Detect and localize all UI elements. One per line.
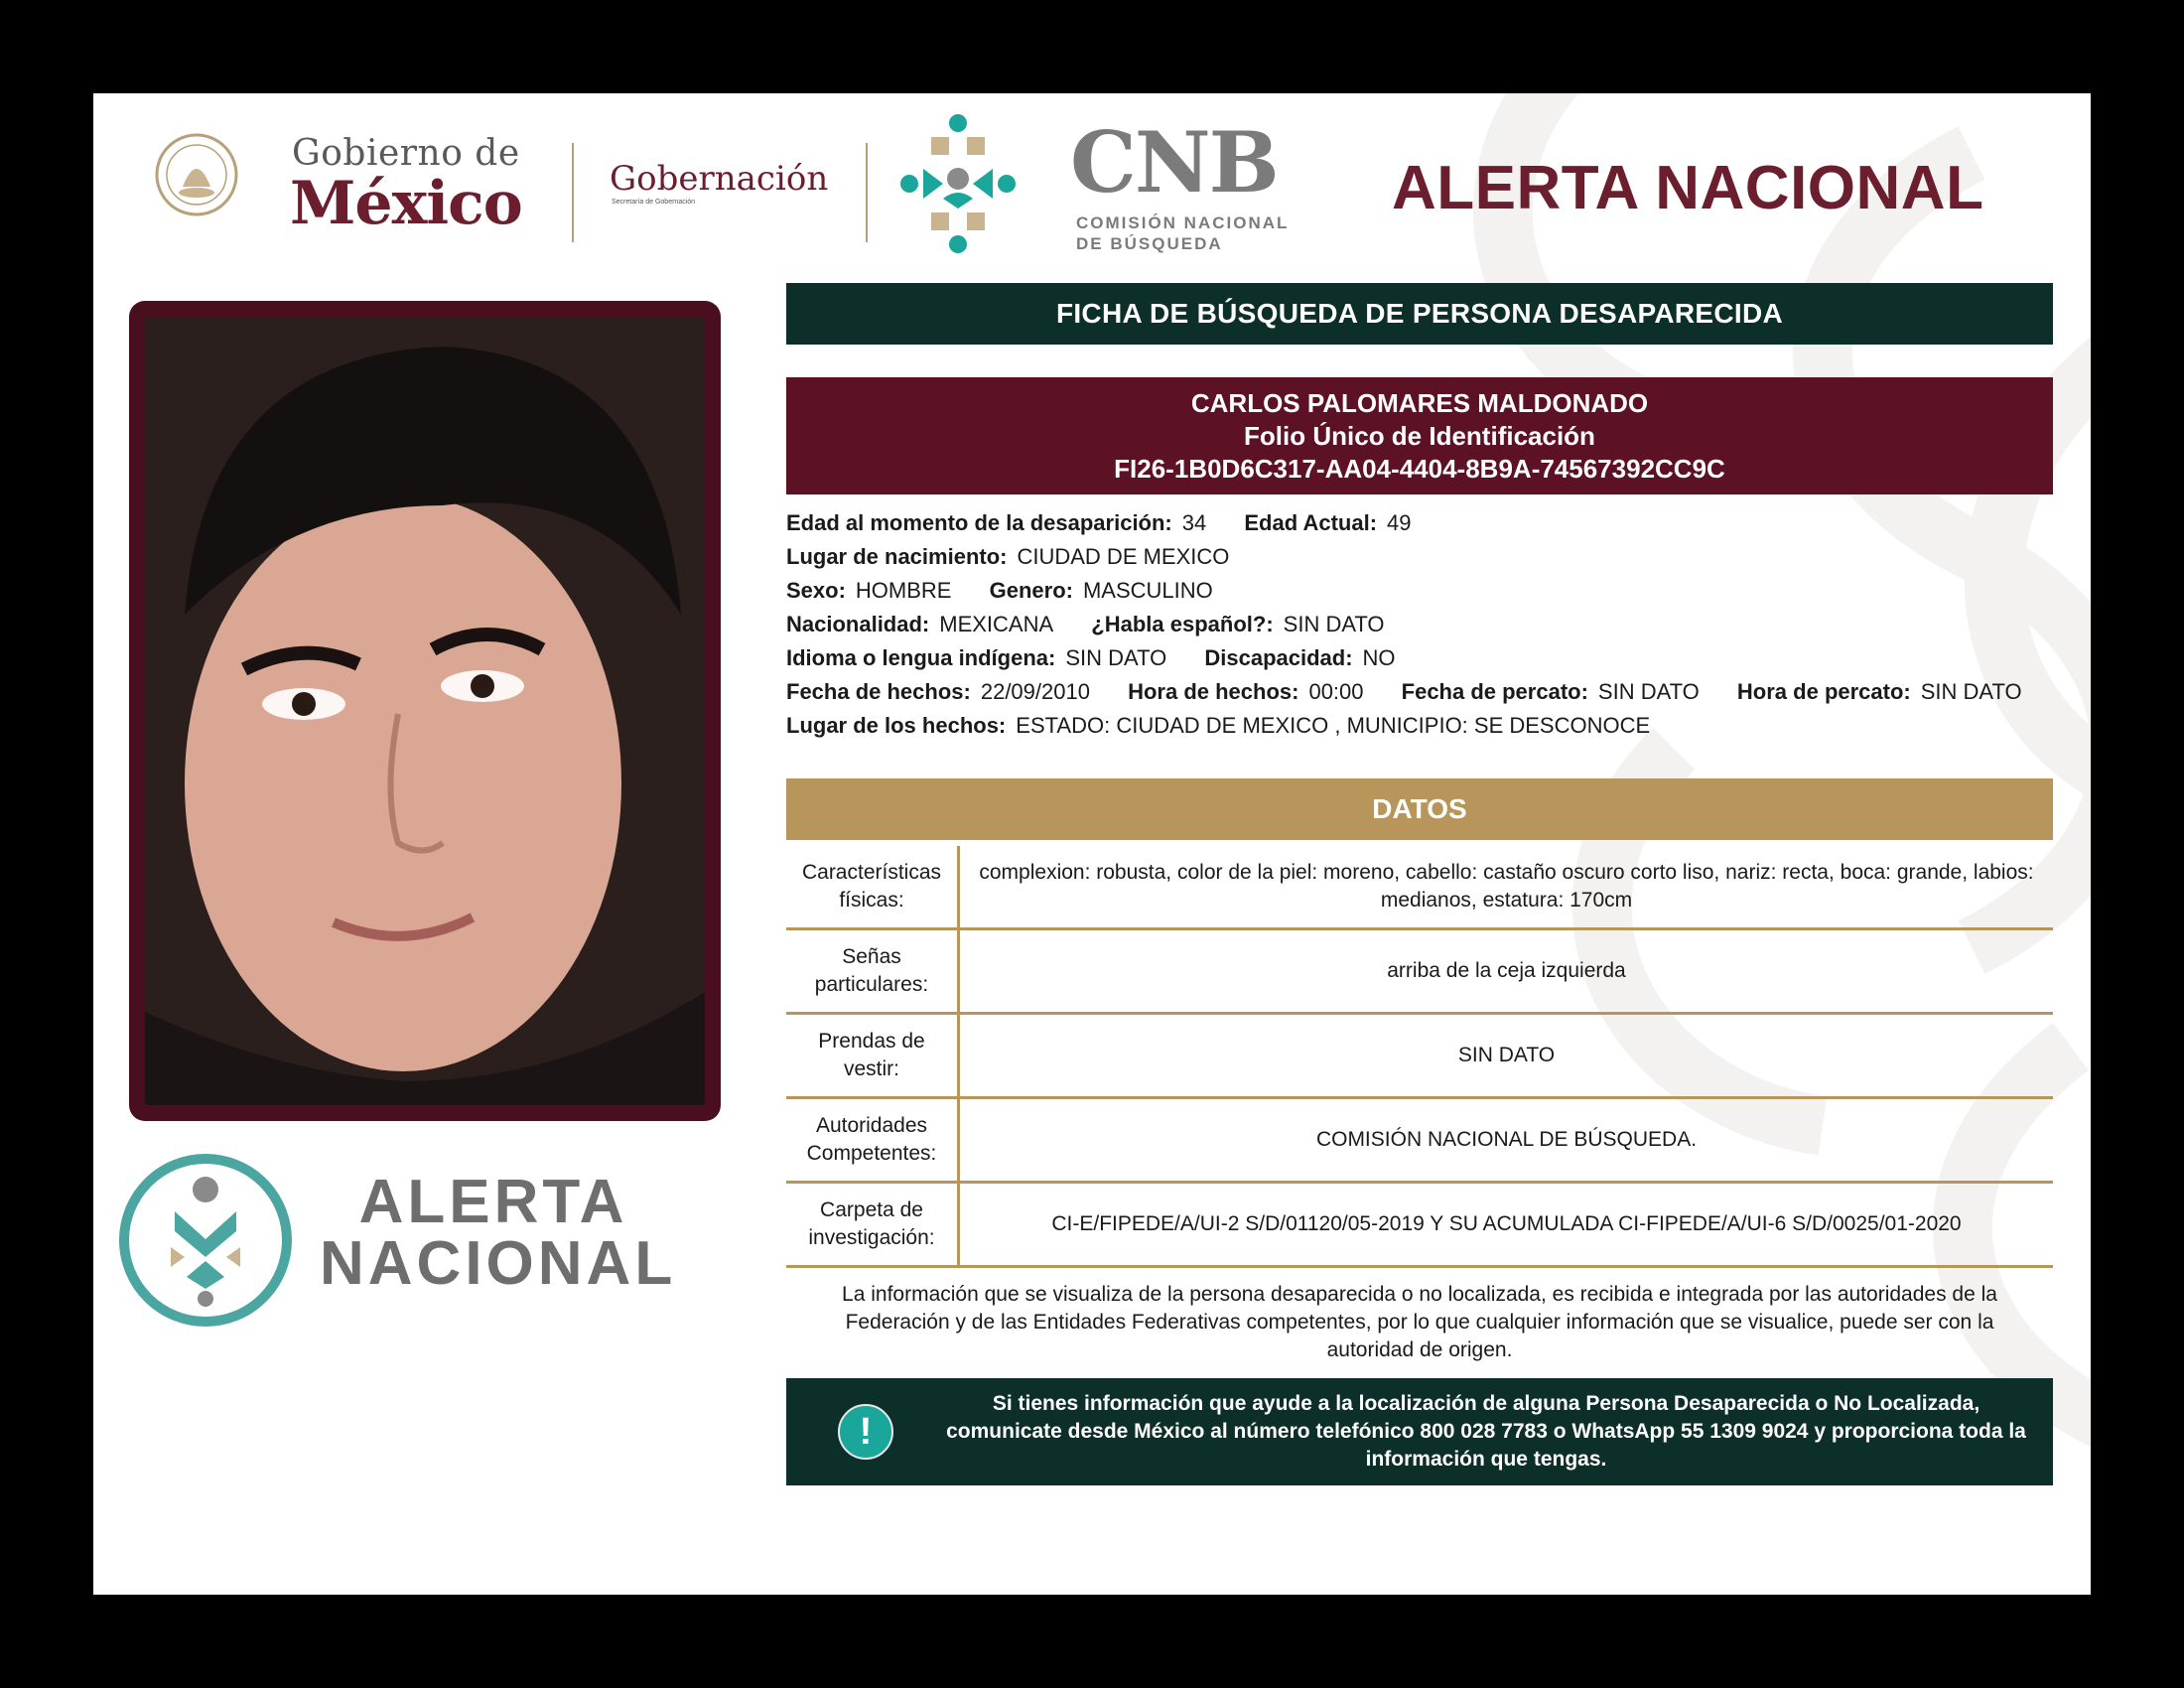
national-seal-icon	[153, 131, 240, 218]
header	[93, 93, 2091, 292]
info-label: ¿Habla español?:	[1091, 612, 1274, 636]
person-photo-frame	[129, 301, 721, 1121]
info-value: 34	[1181, 510, 1207, 535]
info-value: MEXICANA	[939, 612, 1054, 636]
table-row	[786, 929, 2053, 1014]
info-value: 49	[1387, 510, 1412, 535]
folio-value: FI26-1B0D6C317-AA04-4404-8B9A-74567392CC9C	[1114, 454, 1725, 484]
cnb-logo-icon	[899, 107, 1017, 260]
cnb-subtitle-line2: DE BÚSQUEDA	[1076, 234, 1223, 253]
info-value: CIUDAD DE MEXICO	[1017, 544, 1230, 569]
info-label: Lugar de los hechos:	[786, 713, 1007, 738]
info-value: 00:00	[1308, 679, 1364, 704]
portrait-illustration	[145, 317, 705, 1105]
datos-value: COMISIÓN NACIONAL DE BÚSQUEDA.	[959, 1098, 2054, 1183]
info-value: HOMBRE	[855, 578, 952, 603]
gobierno-line2: México	[290, 169, 522, 238]
exclamation-icon: !	[838, 1404, 893, 1460]
gobernacion-label: Gobernación	[610, 159, 829, 199]
datos-label: Prendas de vestir:	[786, 1014, 959, 1098]
person-photo	[145, 317, 705, 1105]
info-value: NO	[1362, 645, 1396, 670]
info-row	[786, 574, 2053, 608]
alert-sheet	[93, 93, 2091, 1595]
info-label: Sexo:	[786, 578, 846, 603]
info-row	[786, 506, 2053, 540]
person-name: CARLOS PALOMARES MALDONADO	[1190, 388, 1649, 418]
table-row	[786, 1098, 2053, 1183]
info-value: SIN DATO	[1065, 645, 1167, 670]
datos-label: Características físicas:	[786, 846, 959, 929]
info-label: Genero:	[989, 578, 1073, 603]
disclaimer: La información que se visualiza de la persona desaparecida o no localizada, es recibida e integrada por las autoridades de la Federación y de las Entidades Federativas competentes, por lo que cualquier información que se visualice, puede ser con la autoridad de origen.	[842, 1283, 1997, 1361]
ficha-title: FICHA DE BÚSQUEDA DE PERSONA DESAPARECIDA	[786, 283, 2053, 345]
table-row	[786, 846, 2053, 929]
datos-value: SIN DATO	[959, 1014, 2054, 1098]
divider	[866, 143, 868, 242]
cnb-title: CNB	[1070, 113, 1278, 211]
info-label: Hora de hechos:	[1128, 679, 1299, 704]
info-label: Idioma o lengua indígena:	[786, 645, 1056, 670]
alerta-nacional-logo-icon	[115, 1150, 296, 1331]
folio-label: Folio Único de Identificación	[1244, 421, 1595, 451]
person-info	[786, 506, 2053, 743]
info-value: ESTADO: CIUDAD DE MEXICO , MUNICIPIO: SE DESCONOCE	[1016, 713, 1651, 738]
gobernacion-sub: Secretaría de Gobernación	[612, 199, 696, 206]
datos-value: CI-E/FIPEDE/A/UI-2 S/D/01120/05-2019 Y SU ACUMULADA CI-FIPEDE/A/UI-6 S/D/0025/01-2020	[959, 1183, 2054, 1267]
info-value: SIN DATO	[1597, 679, 1700, 704]
callout-text: Si tienes información que ayude a la localización de alguna Persona Desaparecida o No Localizada, comunicate desde México al número telefónico 800 028 7783 o WhatsApp 55 1309 9024 y proporciona toda la información que tengas.	[946, 1392, 2026, 1471]
cnb-subtitle	[1076, 212, 1289, 254]
datos-label: Señas particulares:	[786, 929, 959, 1014]
cnb-subtitle-line1: COMISIÓN NACIONAL	[1076, 213, 1290, 232]
info-label: Edad al momento de la desaparición:	[786, 510, 1172, 535]
alerta-nacional-text	[320, 1168, 677, 1298]
info-value: SIN DATO	[1283, 612, 1385, 636]
table-row	[786, 1183, 2053, 1267]
alerta-line1: ALERTA	[358, 1168, 628, 1236]
info-row	[786, 675, 2053, 709]
info-row	[786, 709, 2053, 743]
datos-value: arriba de la ceja izquierda	[959, 929, 2054, 1014]
gobierno-line1: Gobierno de	[292, 133, 520, 174]
info-row	[786, 641, 2053, 675]
divider	[572, 143, 574, 242]
info-label: Edad Actual:	[1244, 510, 1378, 535]
person-name-box	[786, 377, 2053, 494]
datos-value: complexion: robusta, color de la piel: moreno, cabello: castaño oscuro corto liso, nariz: recta, boca: grande, labios: medianos, estatura: 170cm	[959, 846, 2054, 929]
info-label: Discapacidad:	[1204, 645, 1353, 670]
alerta-line2: NACIONAL	[320, 1229, 677, 1298]
contact-callout	[786, 1378, 2053, 1485]
info-label: Fecha de hechos:	[786, 679, 971, 704]
datos-label: Autoridades Competentes:	[786, 1098, 959, 1183]
info-row	[786, 608, 2053, 641]
info-label: Fecha de percato:	[1401, 679, 1588, 704]
datos-label: Carpeta de investigación:	[786, 1183, 959, 1267]
datos-table	[786, 846, 2053, 1268]
info-row	[786, 540, 2053, 574]
alert-title: ALERTA NACIONAL	[1392, 154, 1984, 222]
info-label: Nacionalidad:	[786, 612, 930, 636]
datos-header: DATOS	[786, 778, 2053, 840]
info-label: Lugar de nacimiento:	[786, 544, 1008, 569]
info-label: Hora de percato:	[1736, 679, 1911, 704]
info-value: MASCULINO	[1082, 578, 1213, 603]
table-row	[786, 1014, 2053, 1098]
info-value: SIN DATO	[1920, 679, 2022, 704]
info-value: 22/09/2010	[980, 679, 1090, 704]
